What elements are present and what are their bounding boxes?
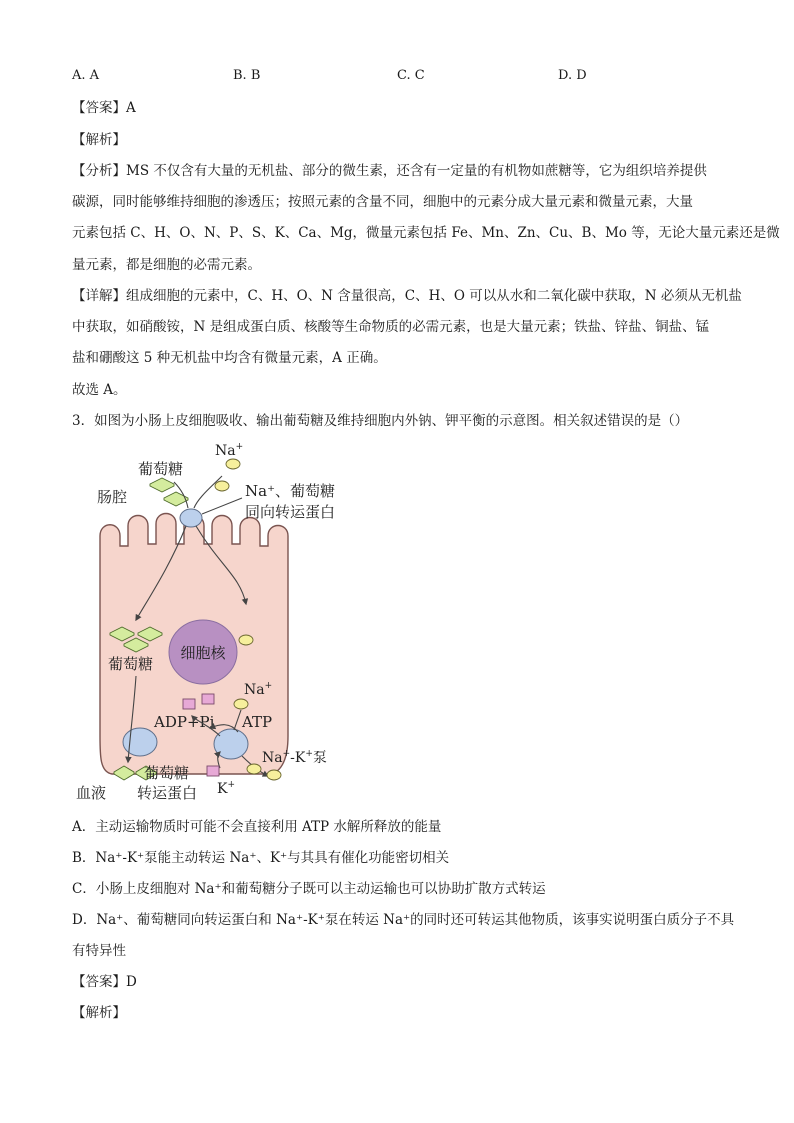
cell-transport-figure: [70, 436, 370, 808]
q3-option-b: B．Na⁺-K⁺泵能主动转运 Na⁺、K⁺与其具有催化功能密切相关: [72, 850, 450, 866]
nucleus-label: 细胞核: [180, 644, 226, 662]
k-label: K+: [217, 780, 236, 797]
q3-stem: 3．如图为小肠上皮细胞吸收、输出葡萄糖及维持细胞内外钠、钾平衡的示意图。相关叙述错误的是（）: [72, 413, 689, 429]
lumen-label: 肠腔: [97, 488, 128, 506]
pump-label: Na+-K+泵: [262, 749, 327, 766]
adp-label: ADP+Pi: [154, 713, 215, 731]
na-k-pump: [214, 729, 248, 759]
glucose-molecule: [150, 478, 174, 492]
blood-label: 血液: [76, 784, 107, 802]
q2-fenxi-line-2: 碳源，同时能够维持细胞的渗透压；按照元素的含量不同，细胞中的元素分成大量元素和微量元素，大量: [72, 194, 693, 210]
q2-conclusion: 故选 A。: [72, 382, 127, 398]
transporter-label-1: 葡萄糖: [144, 764, 190, 782]
transporter-label-2: 转运蛋白: [137, 784, 198, 802]
glucose-transporter: [123, 728, 157, 756]
na-ion: [267, 770, 281, 780]
q3-analysis-heading: 【解析】: [72, 1005, 126, 1021]
option-c: C. C: [397, 68, 425, 83]
na-ion: [234, 699, 248, 709]
q2-fenxi-line-4: 量元素，都是细胞的必需元素。: [72, 257, 261, 273]
q2-answer: 【答案】A: [72, 100, 136, 116]
q3-answer: 【答案】D: [72, 974, 137, 990]
glucose-inner-label: 葡萄糖: [108, 655, 154, 673]
atp-label: ATP: [242, 713, 273, 731]
na-ion: [215, 481, 229, 491]
q2-fenxi-line-3: 元素包括 C、H、O、N、P、S、K、Ca、Mg，微量元素包括 Fe、Mn、Zn、Cu、B、Mo 等，无论大量元素还是微: [72, 225, 780, 241]
q3-option-d-line-1: D．Na⁺、葡萄糖同向转运蛋白和 Na⁺-K⁺泵在转运 Na⁺的同时还可转运其他物质，该事实说明蛋白质分子不具: [72, 912, 735, 928]
cotransporter-label-1: Na⁺、葡萄糖: [245, 482, 335, 500]
cotransporter-label-2: 同向转运蛋白: [245, 503, 336, 521]
q3-option-c: C．小肠上皮细胞对 Na⁺和葡萄糖分子既可以主动运输也可以协助扩散方式转运: [72, 881, 546, 897]
na-entry-arrow: [194, 476, 222, 508]
na-inner-label: Na+: [244, 681, 273, 698]
q3-option-d-line-2: 有特异性: [72, 943, 126, 959]
glucose-molecule: [164, 492, 188, 506]
option-a: A. A: [72, 68, 100, 83]
q2-xiangjie-line-3: 盐和硼酸这 5 种无机盐中均含有微量元素，A 正确。: [72, 350, 387, 366]
q2-xiangjie-line-1: 【详解】组成细胞的元素中，C、H、O、N 含量很高，C、H、O 可以从水和二氧化碳中获取，N 必须从无机盐: [72, 288, 742, 304]
na-glucose-cotransporter: [180, 509, 202, 527]
option-b: B. B: [233, 68, 261, 83]
na-ion: [247, 764, 261, 774]
k-ion: [207, 766, 219, 776]
na-top-label: Na+: [215, 442, 244, 459]
q2-analysis-heading: 【解析】: [72, 132, 126, 148]
cotransporter-pointer: [202, 498, 242, 514]
q2-fenxi-line-1: 【分析】MS 不仅含有大量的无机盐、部分的微生素，还含有一定量的有机物如蔗糖等，它为组织培养提供: [72, 163, 707, 179]
na-ion: [226, 459, 240, 469]
option-d: D. D: [558, 68, 587, 83]
k-ion: [183, 699, 195, 709]
glucose-top-label: 葡萄糖: [138, 460, 184, 478]
k-ion: [202, 694, 214, 704]
q3-option-a: A．主动运输物质时可能不会直接利用 ATP 水解所释放的能量: [72, 819, 442, 835]
q2-xiangjie-line-2: 中获取，如硝酸铵，N 是组成蛋白质、核酸等生命物质的必需元素，也是大量元素；铁盐、锌盐、铜盐、锰: [72, 319, 710, 335]
na-ion: [239, 635, 253, 645]
